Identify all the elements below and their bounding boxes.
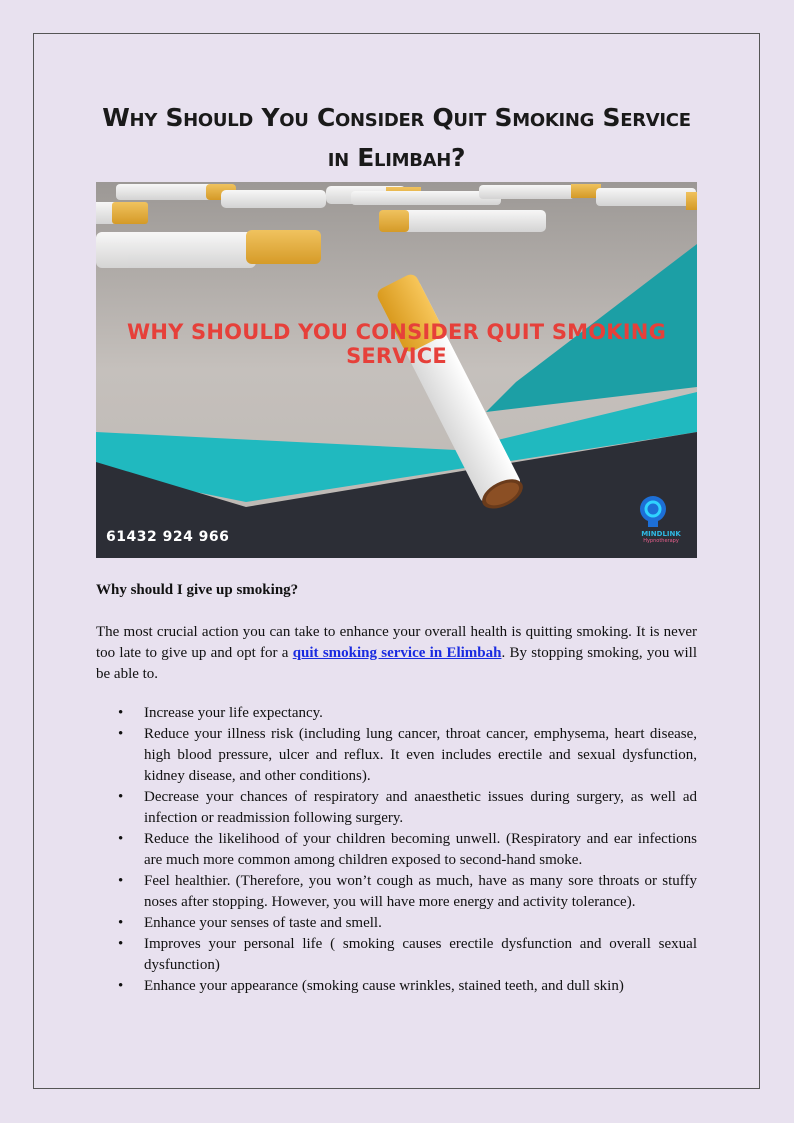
- hero-phone-number: 61432 924 966: [106, 529, 230, 545]
- list-item: [96, 829, 697, 871]
- intro-text-after: . By stopping smoking, you will be able to.: [96, 645, 698, 682]
- list-item-text: Improves your personal life ( smoking causes erectile dysfunction and overall sexual dysfunction): [144, 936, 697, 973]
- bullet-icon: •: [118, 705, 124, 721]
- list-item: [96, 787, 697, 829]
- list-item-text: Reduce your illness risk (including lung cancer, throat cancer, emphysema, heart disease, high blood pressure, ulcer and reflux. It even includes erectile and sexual dysfunction, kidney disease, and other conditions).: [144, 726, 697, 784]
- bullet-icon: •: [118, 726, 124, 742]
- hero-image: [96, 182, 697, 558]
- page-title: Why Should You Consider Quit Smoking Service in Elimbah?: [102, 103, 691, 172]
- bullet-icon: •: [118, 831, 124, 847]
- bullet-icon: •: [118, 873, 124, 889]
- quit-smoking-service-link[interactable]: quit smoking service in Elimbah: [292, 645, 502, 661]
- mindlink-logo: [636, 494, 686, 544]
- list-item: [96, 934, 697, 976]
- bullet-icon: •: [118, 789, 124, 805]
- list-item: [96, 913, 697, 934]
- list-item: [96, 871, 697, 913]
- list-item-text: Reduce the likelihood of your children becoming unwell. (Respiratory and ear infections are much more common among children exposed to second-hand smoke.: [144, 831, 697, 868]
- intro-paragraph: [96, 622, 697, 685]
- bullet-icon: •: [118, 936, 124, 952]
- list-item: [96, 703, 697, 724]
- list-item-text: Increase your life expectancy.: [144, 705, 323, 721]
- list-item-text: Enhance your appearance (smoking cause wrinkles, stained teeth, and dull skin): [144, 978, 624, 994]
- bullet-icon: •: [118, 915, 124, 931]
- bullet-icon: •: [118, 978, 124, 994]
- logo-subtitle: Hypnotherapy: [643, 538, 679, 544]
- head-logo-icon: [636, 494, 670, 528]
- section-heading: Why should I give up smoking?: [96, 582, 299, 598]
- list-item: [96, 976, 697, 997]
- list-item-text: Decrease your chances of respiratory and anaesthetic issues during surgery, as well ad infection or readmission following surgery.: [144, 789, 697, 826]
- list-item-text: Feel healthier. (Therefore, you won’t cough as much, have as many sore throats or stuffy noses after stopping. However, you will have more energy and activity tolerance).: [144, 873, 697, 910]
- intro-text-before: The most crucial action you can take to enhance your overall health is quitting smoking. It is never too late to give up and opt for a: [96, 624, 697, 661]
- list-item: [96, 724, 697, 787]
- benefits-list: [96, 703, 697, 997]
- hero-headline: WHY SHOULD YOU CONSIDER QUIT SMOKING SERVICE: [126, 320, 667, 368]
- logo-brand: MINDLINK: [641, 530, 681, 538]
- list-item-text: Enhance your senses of taste and smell.: [144, 915, 382, 931]
